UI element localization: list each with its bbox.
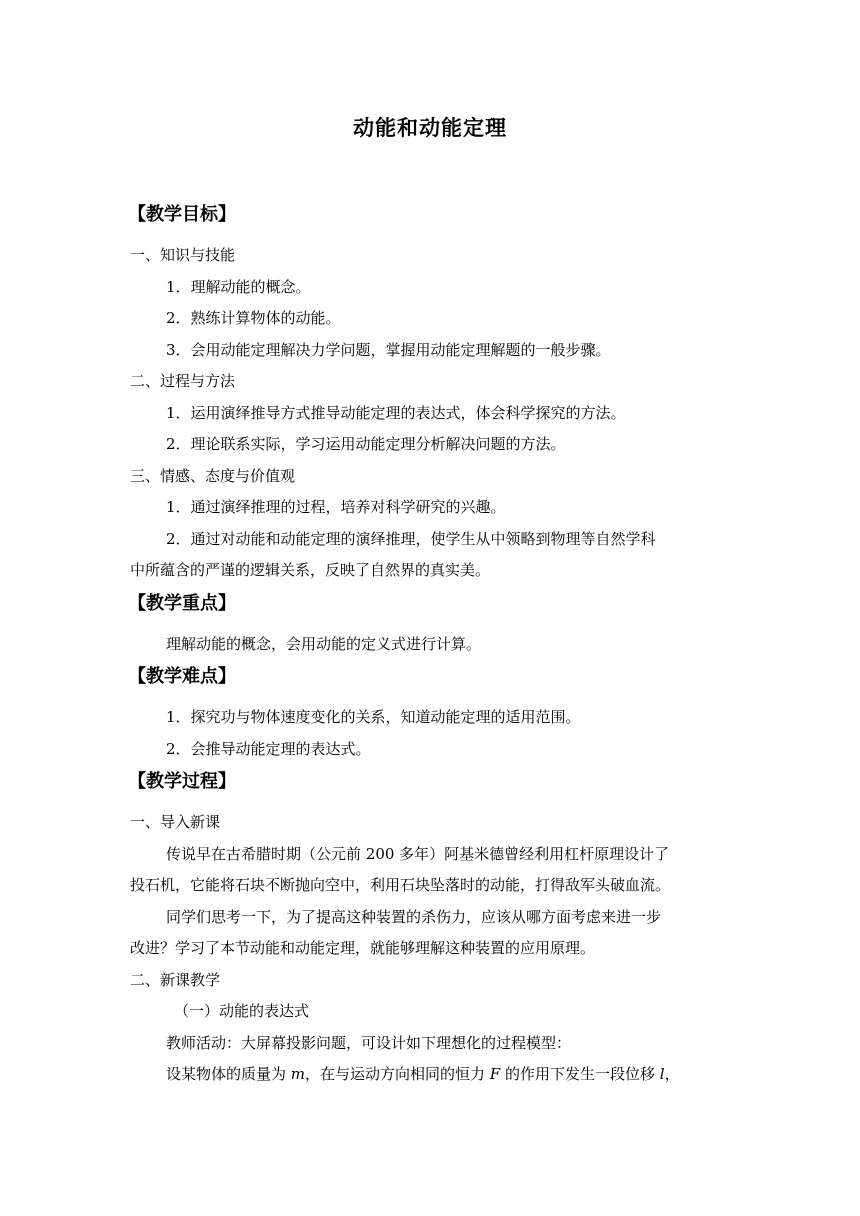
list-item: 1．探究功与物体速度变化的关系，知道动能定理的适用范围。 (166, 708, 581, 726)
section-heading-objectives: 【教学目标】 (128, 204, 236, 225)
variable-l: l (659, 1065, 665, 1083)
list-item: 2．理论联系实际，学习运用动能定理分析解决问题的方法。 (166, 435, 566, 453)
subheading-knowledge-skills: 一、知识与技能 (130, 246, 236, 264)
paragraph-line: 改进？学习了本节动能和动能定理，就能够理解这种装置的应用原理。 (130, 939, 596, 957)
variable-m: m (290, 1065, 306, 1083)
list-item: 1．通过演绎推理的过程，培养对科学研究的兴趣。 (166, 498, 506, 516)
document-title: 动能和动能定理 (353, 116, 507, 140)
subsection-heading: （一）动能的表达式 (174, 1002, 310, 1020)
list-item: 1．理解动能的概念。 (166, 277, 311, 296)
section-heading-key-points: 【教学重点】 (128, 592, 236, 614)
document-body (130, 198, 730, 1091)
list-item: 2．熟练计算物体的动能。 (166, 309, 341, 327)
paragraph-line: 投石机，它能将石块不断抛向空中，利用石块坠落时的动能，打得敌军头破血流。 (130, 876, 671, 894)
paragraph-line: 设某物体的质量为 m，在与运动方向相同的恒力 F 的作用下发生一段位移 l， (166, 1065, 680, 1083)
list-item: 2．通过对动能和动能定理的演绎推理，使学生从中领略到物理等自然学科 (166, 529, 656, 548)
variable-F: F (489, 1065, 501, 1083)
list-item: 2．会推导动能定理的表达式。 (166, 739, 371, 758)
paragraph-line: 同学们思考一下，为了提高这种装置的杀伤力，应该从哪方面考虑来进一步 (166, 907, 662, 926)
list-item: 1．运用演绎推导方式推导动能定理的表达式，体会科学探究的方法。 (166, 403, 626, 422)
list-item-continuation: 中所蕴含的严谨的逻辑关系，反映了自然界的真实美。 (130, 561, 491, 579)
subheading-process-methods: 二、过程与方法 (130, 372, 236, 390)
paragraph: 理解动能的概念，会用动能的定义式进行计算。 (166, 634, 482, 653)
section-heading-difficulties: 【教学难点】 (128, 666, 236, 687)
paragraph-line: 传说早在古希腊时期（公元前 200 多年）阿基米德曾经利用杠杆原理设计了 (166, 844, 670, 863)
list-item: 3．会用动能定理解决力学问题，掌握用动能定理解题的一般步骤。 (166, 340, 611, 359)
subheading-introduction: 一、导入新课 (130, 813, 221, 831)
section-heading-process: 【教学过程】 (128, 771, 236, 792)
subheading-new-lesson: 二、新课教学 (130, 970, 221, 989)
paragraph-line: 教师活动：大屏幕投影问题，可设计如下理想化的过程模型： (166, 1033, 572, 1052)
subheading-attitudes-values: 三、情感、态度与价值观 (130, 466, 296, 485)
